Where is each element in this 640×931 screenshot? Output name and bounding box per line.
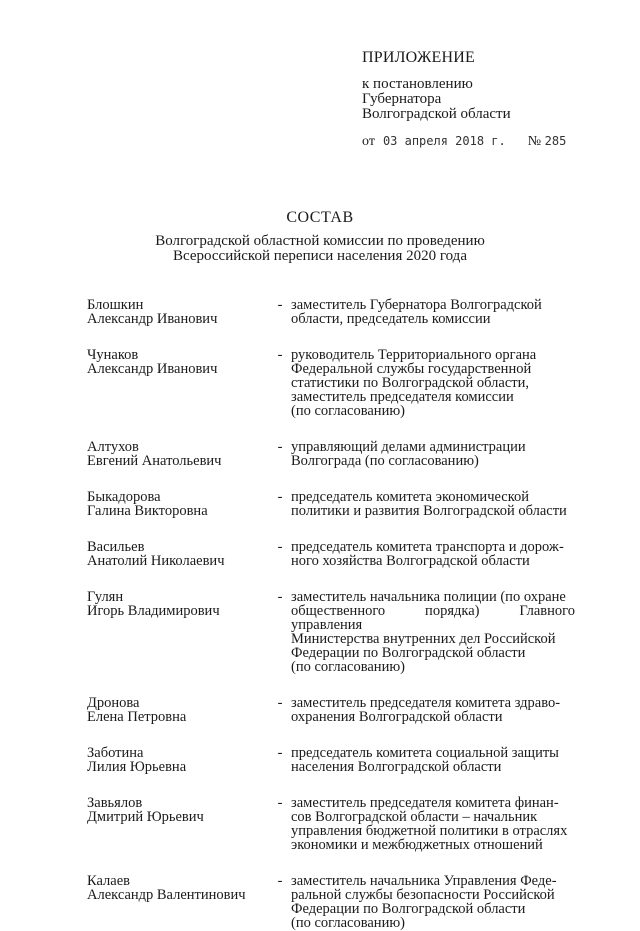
member-surname: Чунаков xyxy=(87,347,139,363)
member-dash: - xyxy=(277,297,283,313)
subtitle-line: Волгоградской областной комиссии по проведению xyxy=(155,233,485,249)
member-surname: Калаев xyxy=(87,873,130,889)
member-dash: - xyxy=(277,347,283,363)
position-line: населения Волгоградской области xyxy=(291,759,502,775)
position-line: охранения Волгоградской области xyxy=(291,709,503,725)
member-given-names: Лилия Юрьевна xyxy=(87,759,187,775)
document-heading xyxy=(120,209,520,227)
member-position xyxy=(291,490,575,518)
member-name xyxy=(87,440,269,468)
position-line: (по согласованию) xyxy=(291,915,405,931)
position-line: общественного порядка) Главного управления xyxy=(291,603,575,633)
member-given-names: Игорь Владимирович xyxy=(87,603,220,619)
appendix-line: Губернатора xyxy=(362,91,442,107)
member-dash: - xyxy=(277,695,283,711)
position-line: управляющий делами администрации xyxy=(291,439,526,455)
member-dash: - xyxy=(277,439,283,455)
member-position xyxy=(291,540,575,568)
appendix-line: к постановлению xyxy=(362,76,473,92)
member-given-names: Александр Иванович xyxy=(87,361,218,377)
appendix-date-line xyxy=(362,134,622,149)
member-dash: - xyxy=(277,589,283,605)
member-position xyxy=(291,696,575,724)
position-line: руководитель Территориального органа xyxy=(291,347,537,363)
member-position xyxy=(291,298,575,326)
position-line: Министерства внутренних дел Российской xyxy=(291,631,556,647)
position-line: заместитель председателя комитета здраво- xyxy=(291,695,561,711)
document-subtitle xyxy=(120,234,520,264)
member-row xyxy=(87,746,577,774)
member-name xyxy=(87,348,269,418)
member-name xyxy=(87,298,269,326)
member-dash: - xyxy=(277,873,283,889)
position-line: Федеральной службы государственной xyxy=(291,361,532,377)
appendix-line: Волгоградской области xyxy=(362,106,511,122)
member-position xyxy=(291,348,575,418)
position-line: ральной службы безопасности Российской xyxy=(291,887,555,903)
member-surname: Заботина xyxy=(87,745,144,761)
member-surname: Быкадорова xyxy=(87,489,161,505)
member-row xyxy=(87,440,577,468)
position-line: статистики по Волгоградской области, xyxy=(291,375,529,391)
member-given-names: Евгений Анатольевич xyxy=(87,453,222,469)
member-position xyxy=(291,746,575,774)
position-line: сов Волгоградской области – начальник xyxy=(291,809,538,825)
member-dash: - xyxy=(277,795,283,811)
member-row xyxy=(87,590,577,674)
member-row xyxy=(87,796,577,852)
position-line: Федерации по Волгоградской области xyxy=(291,901,526,917)
position-line: заместитель председателя комиссии xyxy=(291,389,514,405)
member-position xyxy=(291,440,575,468)
appendix-date: 03 апреля 2018 г. xyxy=(382,134,506,148)
member-surname: Дронова xyxy=(87,695,140,711)
number-sign: № xyxy=(527,134,542,149)
member-position xyxy=(291,796,575,852)
member-name xyxy=(87,490,269,518)
appendix-number: 285 xyxy=(544,134,567,148)
position-line: председатель комитета экономической xyxy=(291,489,530,505)
position-line: ного хозяйства Волгоградской области xyxy=(291,553,530,569)
member-dash: - xyxy=(277,745,283,761)
member-surname: Гулян xyxy=(87,589,124,605)
member-name xyxy=(87,746,269,774)
member-name xyxy=(87,796,269,852)
position-line: заместитель начальника Управления Феде- xyxy=(291,873,557,889)
member-given-names: Александр Валентинович xyxy=(87,887,246,903)
position-line: (по согласованию) xyxy=(291,403,405,419)
member-row xyxy=(87,696,577,724)
member-given-names: Галина Викторовна xyxy=(87,503,208,519)
position-line: экономики и межбюджетных отношений xyxy=(291,837,543,853)
member-given-names: Анатолий Николаевич xyxy=(87,553,225,569)
position-line: председатель комитета транспорта и дорож- xyxy=(291,539,564,555)
member-row xyxy=(87,874,577,930)
appendix-title: ПРИЛОЖЕНИЕ xyxy=(362,49,476,66)
appendix-block xyxy=(362,50,622,149)
position-line: Федерации по Волгоградской области xyxy=(291,645,526,661)
member-given-names: Александр Иванович xyxy=(87,311,218,327)
member-surname: Алтухов xyxy=(87,439,139,455)
member-dash: - xyxy=(277,539,283,555)
member-name xyxy=(87,696,269,724)
member-surname: Блошкин xyxy=(87,297,144,313)
member-name xyxy=(87,590,269,674)
member-position xyxy=(291,590,575,674)
position-line: (по согласованию) xyxy=(291,659,405,675)
position-line: заместитель Губернатора Волгоградской xyxy=(291,297,542,313)
position-line: управления бюджетной политики в отраслях xyxy=(291,823,568,839)
member-position xyxy=(291,874,575,930)
position-line: заместитель начальника полиции (по охране xyxy=(291,589,566,605)
position-line: политики и развития Волгоградской области xyxy=(291,503,567,519)
member-dash: - xyxy=(277,489,283,505)
date-prefix: от xyxy=(362,134,375,149)
member-row xyxy=(87,490,577,518)
subtitle-line: Всероссийской переписи населения 2020 года xyxy=(173,248,467,264)
member-name xyxy=(87,540,269,568)
members-list xyxy=(87,298,577,930)
member-name xyxy=(87,874,269,930)
document-title: СОСТАВ xyxy=(286,209,354,226)
member-given-names: Елена Петровна xyxy=(87,709,187,725)
member-surname: Васильев xyxy=(87,539,145,555)
member-row xyxy=(87,540,577,568)
member-row xyxy=(87,348,577,418)
member-row xyxy=(87,298,577,326)
position-line: области, председатель комиссии xyxy=(291,311,491,327)
member-given-names: Дмитрий Юрьевич xyxy=(87,809,204,825)
position-line: председатель комитета социальной защиты xyxy=(291,745,559,761)
position-line: заместитель председателя комитета финан- xyxy=(291,795,559,811)
member-surname: Завьялов xyxy=(87,795,143,811)
position-line: Волгограда (по согласованию) xyxy=(291,453,479,469)
